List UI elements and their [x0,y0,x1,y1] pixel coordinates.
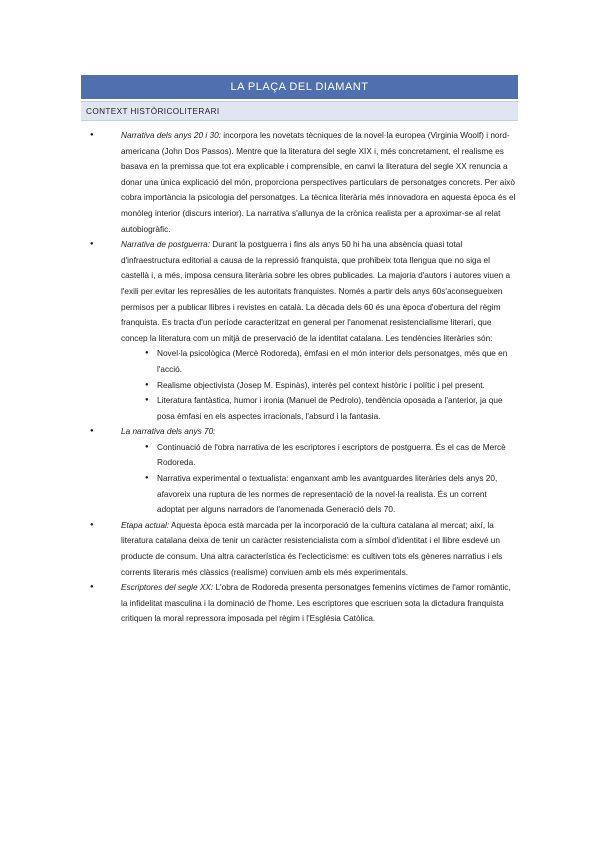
sub-list-item: ● Novel·la psicològica (Mercè Rodoreda), èmfasi en el món interior dels personatges, més que en l'acció. [121,346,516,377]
item-lead: Etapa actual: [121,520,170,530]
document-title: LA PLAÇA DEL DIAMANT [81,75,518,99]
sub-list-item: ● Continuació de l'obra narrativa de les escriptores i escriptors de postguerra. És el cas de Mercè Rodoreda. [121,440,516,471]
item-lead: Narrativa de postguerra: [121,240,210,250]
sub-list-item: ● Literatura fantàstica, humor i ironia (Manuel de Pedrolo), tendència oposada a l'anterior, ja que posa èmfasi en els aspectes irracionals, l'absurd i la fantasia. [121,393,516,424]
list-item [84,128,516,237]
item-text: Aquesta època està marcada per la incorporació de la cultura catalana al mercat; així, la literatura catalana deixa de tenir un caràcter resistencialista com a símbol d'identitat i el llibre esdevé un producte de consum. Una altra característica és l'eclecticisme: es cultiven tots els gèneres narratius i els corrents literaris més clàssics (realisme) conviuen amb els més experimentals. [121,520,503,577]
item-lead: La narrativa dels anys 70: [121,427,216,437]
list-item [84,580,516,627]
sub-list [121,440,516,518]
list-item [84,518,516,580]
list-item [84,237,516,424]
item-lead: Escriptores del segle XX: [121,583,214,593]
sub-list-item: ● Narrativa experimental o textualista: enganxant amb les avantguardes literàries dels anys 20, afavoreix una ruptura de les normes de representació de la novel·la realista. És un corrent adoptat per alguns narradors de l'anomenada Generació dels 70. [121,471,516,518]
item-text: Durant la postguerra i fins als anys 50 hi ha una absència quasi total d'infraestructura editorial a causa de la repressió franquista, que prohibeix tota llengua que no siga el castellà i, a més, imposa censura literària sobre les obres publicades. La majoria d'autors i autores viuen a l'exili per evitar les represàlies de les autoritats franquistes. Només a partir dels anys 60s'aconsegueixen permisos per a publicar llibres i revistes en català. La dècada dels 60 és una època d'obertura del règim franquista. Es tracta d'un període caracteritzat en general per l'anomenat resistencialisme literari, que concep la literatura com un mitjà de preservació de la identitat catalana. Les tendències literàries són: [121,240,511,343]
sub-list-item: ● Realisme objectivista (Josep M. Espinàs), interès pel context històric i polític i pel present. [121,378,516,394]
item-lead: Narrativa dels anys 20 i 30: [121,131,221,140]
bullet-list [84,128,516,627]
content-body [84,128,516,627]
item-text: L'obra de Rodoreda presenta personatges femenins víctimes de l'amor romàntic, la infidelitat masculina i la dominació de l'home. Les escriptores que escriuen sota la dictadura franquista critiquen la moral repressora imposada pel règim i l'Església Catòlica. [121,583,511,624]
section-heading: CONTEXT HISTÒRICOLITERARI [81,101,518,121]
item-text: incorpora les novetats tècniques de la novel·la europea (Virginia Woolf) i nord-americana (John Dos Passos). Mentre que la literatura del segle XIX i, més concretament, el realisme es basava en la premissa que tot era explicable i comprensible, en canvi la literatura del segle XX renuncia a donar una única explicació del món, proporciona perspectives particulars de personatges concrets. Per això cobra importància la psicologia del personatges. La tècnica literària més innovadora en aquesta època és el monòleg interior (discurs interior). La narrativa s'allunya de la crònica realista per a aproximar-se al relat autobiogràfic. [121,131,516,234]
sub-list [121,346,516,424]
list-item [84,424,516,518]
